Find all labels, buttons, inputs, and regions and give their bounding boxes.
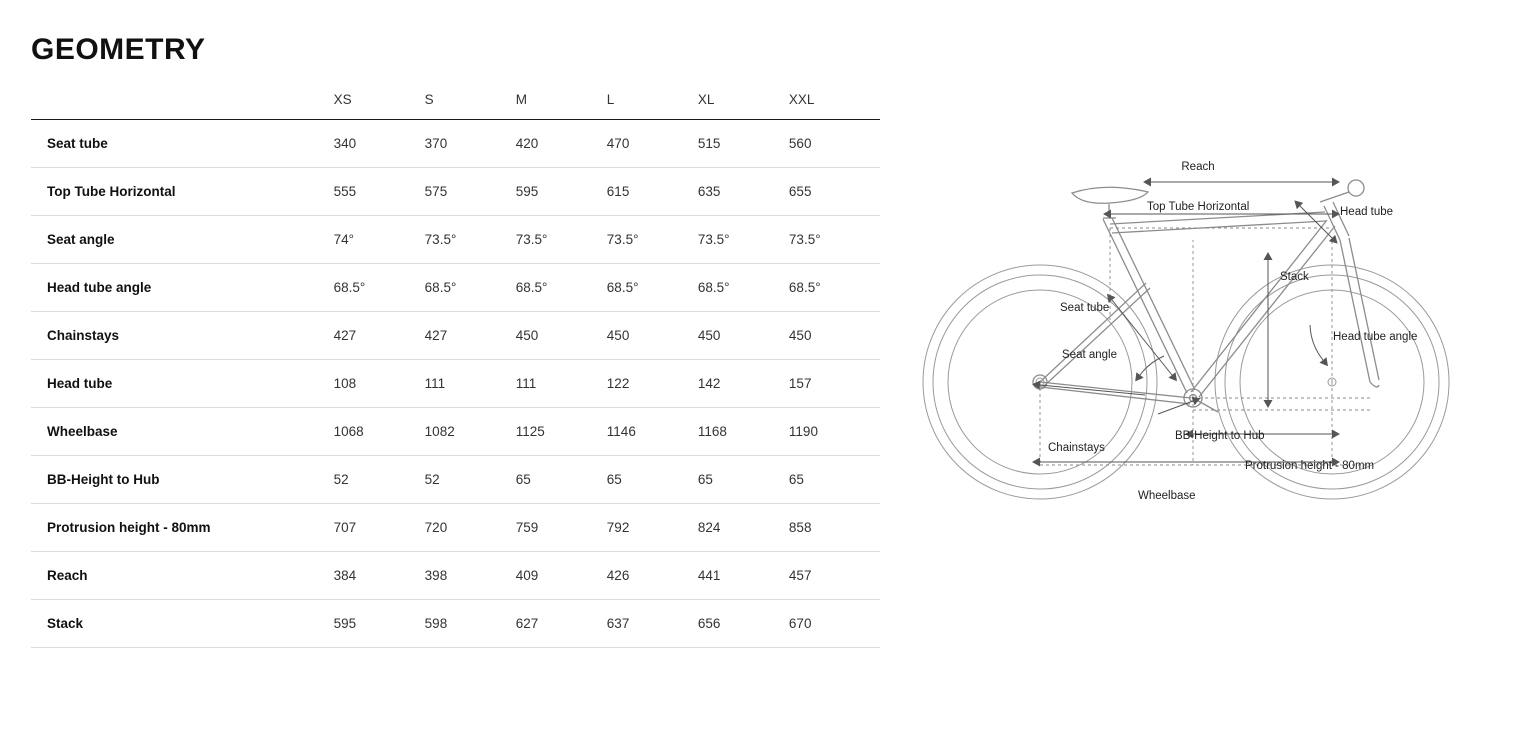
- arc-head-tube-angle: [1310, 325, 1323, 360]
- bike-frame: [1033, 180, 1379, 412]
- column-header-l: L: [606, 92, 615, 107]
- cell-xxl: 457: [788, 568, 812, 583]
- table-row: [31, 312, 880, 360]
- row-label: Head tube: [47, 376, 113, 391]
- cell-l: 615: [606, 184, 630, 199]
- cell-s: 68.5°: [424, 280, 457, 295]
- table-header: [31, 86, 880, 120]
- label-wheelbase: Wheelbase: [1138, 490, 1196, 502]
- cell-xxl: 157: [788, 376, 812, 391]
- cell-xl: 65: [697, 472, 713, 487]
- cell-l: 792: [606, 520, 630, 535]
- label-stack: Stack: [1280, 271, 1309, 283]
- cell-m: 1125: [515, 424, 545, 439]
- table-row: [31, 264, 880, 312]
- label-top-tube-horizontal: Top Tube Horizontal: [1147, 201, 1250, 213]
- cell-xxl: 1190: [788, 424, 818, 439]
- column-header-xxl: XXL: [788, 92, 815, 107]
- column-header-xl: XL: [697, 92, 715, 107]
- cell-xl: 450: [697, 328, 721, 343]
- table-row: [31, 600, 880, 648]
- fork-leg-2: [1349, 238, 1379, 380]
- label-seat-angle: Seat angle: [1062, 349, 1117, 361]
- cell-m: 450: [515, 328, 539, 343]
- cell-l: 65: [606, 472, 622, 487]
- bike-geometry-diagram: [900, 120, 1520, 550]
- label-head-tube: Head tube: [1340, 206, 1394, 218]
- cell-xs: 52: [333, 472, 349, 487]
- cell-xs: 74°: [333, 232, 355, 247]
- page-title: GEOMETRY: [31, 33, 206, 66]
- row-label: Wheelbase: [47, 424, 118, 439]
- column-header-label: [31, 86, 334, 120]
- cell-s: 1082: [424, 424, 455, 439]
- table-header-row: [31, 86, 880, 120]
- row-label: Top Tube Horizontal: [47, 184, 176, 199]
- cell-l: 450: [606, 328, 630, 343]
- cell-xs: 595: [333, 616, 357, 631]
- cell-xs: 68.5°: [333, 280, 366, 295]
- cell-m: 68.5°: [515, 280, 548, 295]
- row-label: Stack: [47, 616, 84, 631]
- column-header-m: M: [515, 92, 527, 107]
- cell-xs: 707: [333, 520, 357, 535]
- cell-s: 52: [424, 472, 440, 487]
- cell-l: 470: [606, 136, 630, 151]
- cell-xl: 635: [697, 184, 721, 199]
- cell-xs: 384: [333, 568, 357, 583]
- cell-xs: 340: [333, 136, 357, 151]
- row-label: Reach: [47, 568, 88, 583]
- cell-m: 595: [515, 184, 539, 199]
- column-header-s: S: [424, 92, 434, 107]
- cell-xs: 1068: [333, 424, 364, 439]
- cell-xl: 68.5°: [697, 280, 730, 295]
- cell-l: 73.5°: [606, 232, 639, 247]
- label-bb-height-to-hub: BB-Height to Hub: [1175, 430, 1265, 442]
- cell-xl: 824: [697, 520, 721, 535]
- arc-seat-angle: [1140, 356, 1164, 375]
- dimension-arrows: [1040, 182, 1332, 462]
- table-row: [31, 168, 880, 216]
- cell-m: 409: [515, 568, 539, 583]
- cell-xs: 555: [333, 184, 357, 199]
- cell-xxl: 655: [788, 184, 812, 199]
- geometry-table: [31, 86, 880, 648]
- cell-s: 398: [424, 568, 448, 583]
- cell-xl: 142: [697, 376, 721, 391]
- table-row: [31, 360, 880, 408]
- row-label: Seat tube: [47, 136, 108, 151]
- cell-m: 65: [515, 472, 531, 487]
- fork-leg: [1340, 240, 1370, 382]
- table-row: [31, 456, 880, 504]
- cell-s: 427: [424, 328, 448, 343]
- row-label: Head tube angle: [47, 280, 152, 295]
- table-row: [31, 552, 880, 600]
- label-seat-tube: Seat tube: [1060, 302, 1110, 314]
- cell-m: 73.5°: [515, 232, 548, 247]
- cell-s: 720: [424, 520, 448, 535]
- cell-s: 73.5°: [424, 232, 457, 247]
- label-protrusion-height: Protrusion height - 80mm: [1245, 460, 1375, 472]
- label-reach: Reach: [1181, 161, 1215, 173]
- cell-xxl: 858: [788, 520, 812, 535]
- cell-m: 420: [515, 136, 539, 151]
- cell-xxl: 560: [788, 136, 812, 151]
- row-label: Chainstays: [47, 328, 120, 343]
- stem: [1320, 192, 1349, 202]
- saddle: [1072, 187, 1148, 203]
- cell-s: 111: [424, 376, 446, 391]
- cell-xl: 1168: [697, 424, 727, 439]
- cell-xs: 427: [333, 328, 357, 343]
- cell-l: 426: [606, 568, 630, 583]
- cell-m: 111: [515, 376, 537, 391]
- table-row: [31, 120, 880, 168]
- cell-xl: 515: [697, 136, 721, 151]
- row-label: BB-Height to Hub: [47, 472, 160, 487]
- cell-l: 122: [606, 376, 630, 391]
- cell-xxl: 73.5°: [788, 232, 821, 247]
- cell-l: 637: [606, 616, 630, 631]
- cell-m: 759: [515, 520, 539, 535]
- cell-xl: 441: [697, 568, 721, 583]
- cell-xxl: 65: [788, 472, 804, 487]
- cell-s: 598: [424, 616, 448, 631]
- cell-xl: 656: [697, 616, 721, 631]
- table-row: [31, 408, 880, 456]
- row-label: Seat angle: [47, 232, 115, 247]
- cell-s: 370: [424, 136, 448, 151]
- top-tube-2: [1112, 221, 1326, 233]
- label-head-tube-angle: Head tube angle: [1333, 331, 1418, 343]
- table-row: [31, 216, 880, 264]
- cell-l: 1146: [606, 424, 636, 439]
- label-chainstays: Chainstays: [1048, 442, 1105, 454]
- handlebar-grip: [1348, 180, 1364, 196]
- cell-s: 575: [424, 184, 448, 199]
- cell-xxl: 670: [788, 616, 812, 631]
- fork-dropout: [1370, 382, 1379, 387]
- cell-m: 627: [515, 616, 539, 631]
- column-header-xs: XS: [333, 92, 352, 107]
- down-tube-2: [1199, 226, 1335, 397]
- down-tube: [1191, 220, 1327, 392]
- row-label: Protrusion height - 80mm: [47, 520, 211, 535]
- cell-l: 68.5°: [606, 280, 639, 295]
- cell-xxl: 68.5°: [788, 280, 821, 295]
- table-body: [31, 120, 880, 648]
- cell-xxl: 450: [788, 328, 812, 343]
- cell-xs: 108: [333, 376, 357, 391]
- cell-xl: 73.5°: [697, 232, 730, 247]
- seatstay: [1040, 283, 1146, 382]
- table-row: [31, 504, 880, 552]
